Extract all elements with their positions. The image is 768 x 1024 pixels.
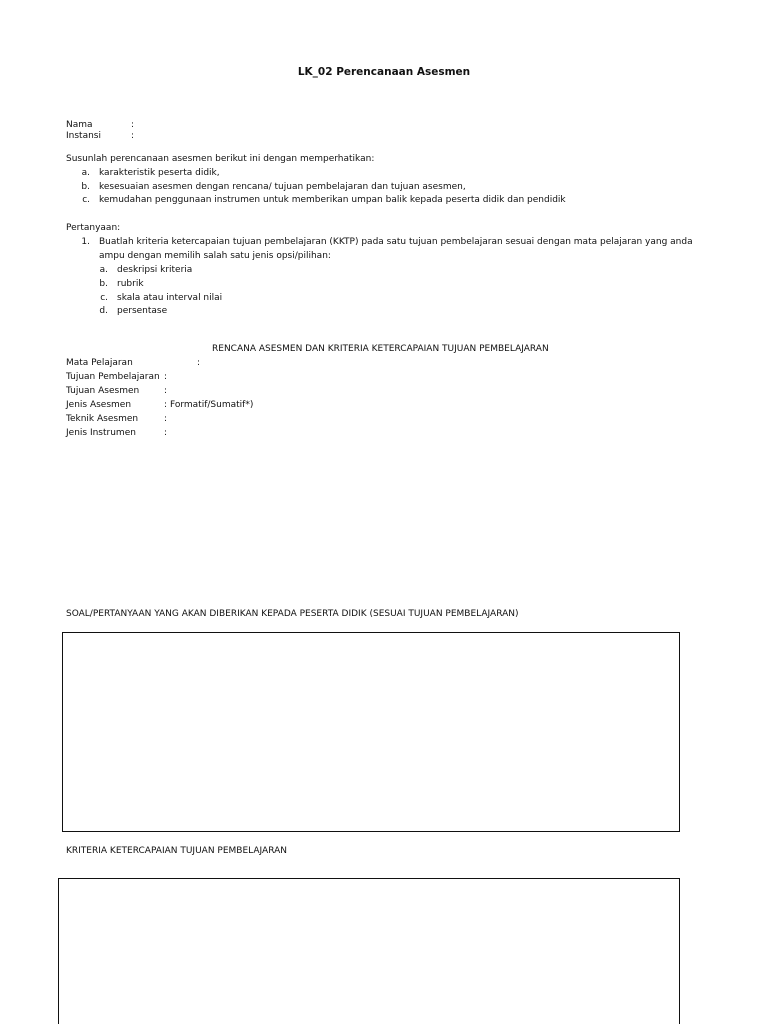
field-colon: : [164, 386, 168, 396]
option-text: deskripsi kriteria [117, 265, 193, 275]
question-line-2: ampu dengan memilih salah satu jenis opsi/pilihan: [99, 251, 331, 261]
instruction-intro: Susunlah perencanaan asesmen berikut ini dengan memperhatikan: [66, 154, 375, 164]
kriteria-heading: KRITERIA KETERCAPAIAN TUJUAN PEMBELAJARAN [66, 846, 287, 856]
question-heading: Pertanyaan: [66, 223, 121, 233]
document-title: LK_02 Perencanaan Asesmen [297, 66, 471, 78]
option-marker: b. [99, 279, 108, 289]
instansi-colon: : [131, 131, 135, 141]
field-colon: : [164, 428, 168, 438]
field-label-mata-pelajaran: Mata Pelajaran [66, 358, 133, 368]
nama-label: Nama [66, 120, 93, 130]
nama-colon: : [131, 120, 135, 130]
option-marker: a. [99, 265, 108, 275]
list-text: karakteristik peserta didik, [99, 168, 220, 178]
field-label-tujuan-pembelajaran: Tujuan Pembelajaran [66, 372, 160, 382]
field-label-tujuan-asesmen: Tujuan Asesmen [66, 386, 140, 396]
list-marker: a. [81, 168, 90, 178]
field-colon: : [197, 358, 201, 368]
field-label-jenis-instrumen: Jenis Instrumen [66, 428, 136, 438]
option-text: persentase [117, 306, 168, 316]
field-colon: : [164, 400, 168, 410]
field-label-teknik-asesmen: Teknik Asesmen [66, 414, 139, 424]
option-text: rubrik [117, 279, 144, 289]
plan-heading: RENCANA ASESMEN DAN KRITERIA KETERCAPAIAN TUJUAN PEMBELAJARAN [212, 344, 549, 354]
option-marker: d. [99, 306, 108, 316]
instansi-label: Instansi [66, 131, 101, 141]
field-colon: : [164, 414, 168, 424]
option-text: skala atau interval nilai [117, 293, 223, 303]
list-text: kemudahan penggunaan instrumen untuk memberikan umpan balik kepada peserta didik dan pendidik [99, 195, 566, 205]
field-colon: : [164, 372, 168, 382]
list-marker: b. [81, 182, 90, 192]
list-text: kesesuaian asesmen dengan rencana/ tujuan pembelajaran dan tujuan asesmen, [99, 182, 466, 192]
option-marker: c. [100, 293, 108, 303]
field-label-jenis-asesmen: Jenis Asesmen [66, 400, 132, 410]
question-marker: 1. [81, 237, 90, 247]
soal-heading: SOAL/PERTANYAAN YANG AKAN DIBERIKAN KEPADA PESERTA DIDIK (SESUAI TUJUAN PEMBELAJARAN) [66, 609, 519, 619]
kriteria-answer-box[interactable] [58, 878, 680, 1024]
soal-answer-box[interactable] [62, 632, 680, 832]
list-marker: c. [82, 195, 90, 205]
field-value-jenis-asesmen[interactable]: Formatif/Sumatif*) [170, 400, 254, 410]
question-line-1: Buatlah kriteria ketercapaian tujuan pembelajaran (KKTP) pada satu tujuan pembelajaran sesuai dengan mata pelajaran yang anda [99, 237, 693, 247]
